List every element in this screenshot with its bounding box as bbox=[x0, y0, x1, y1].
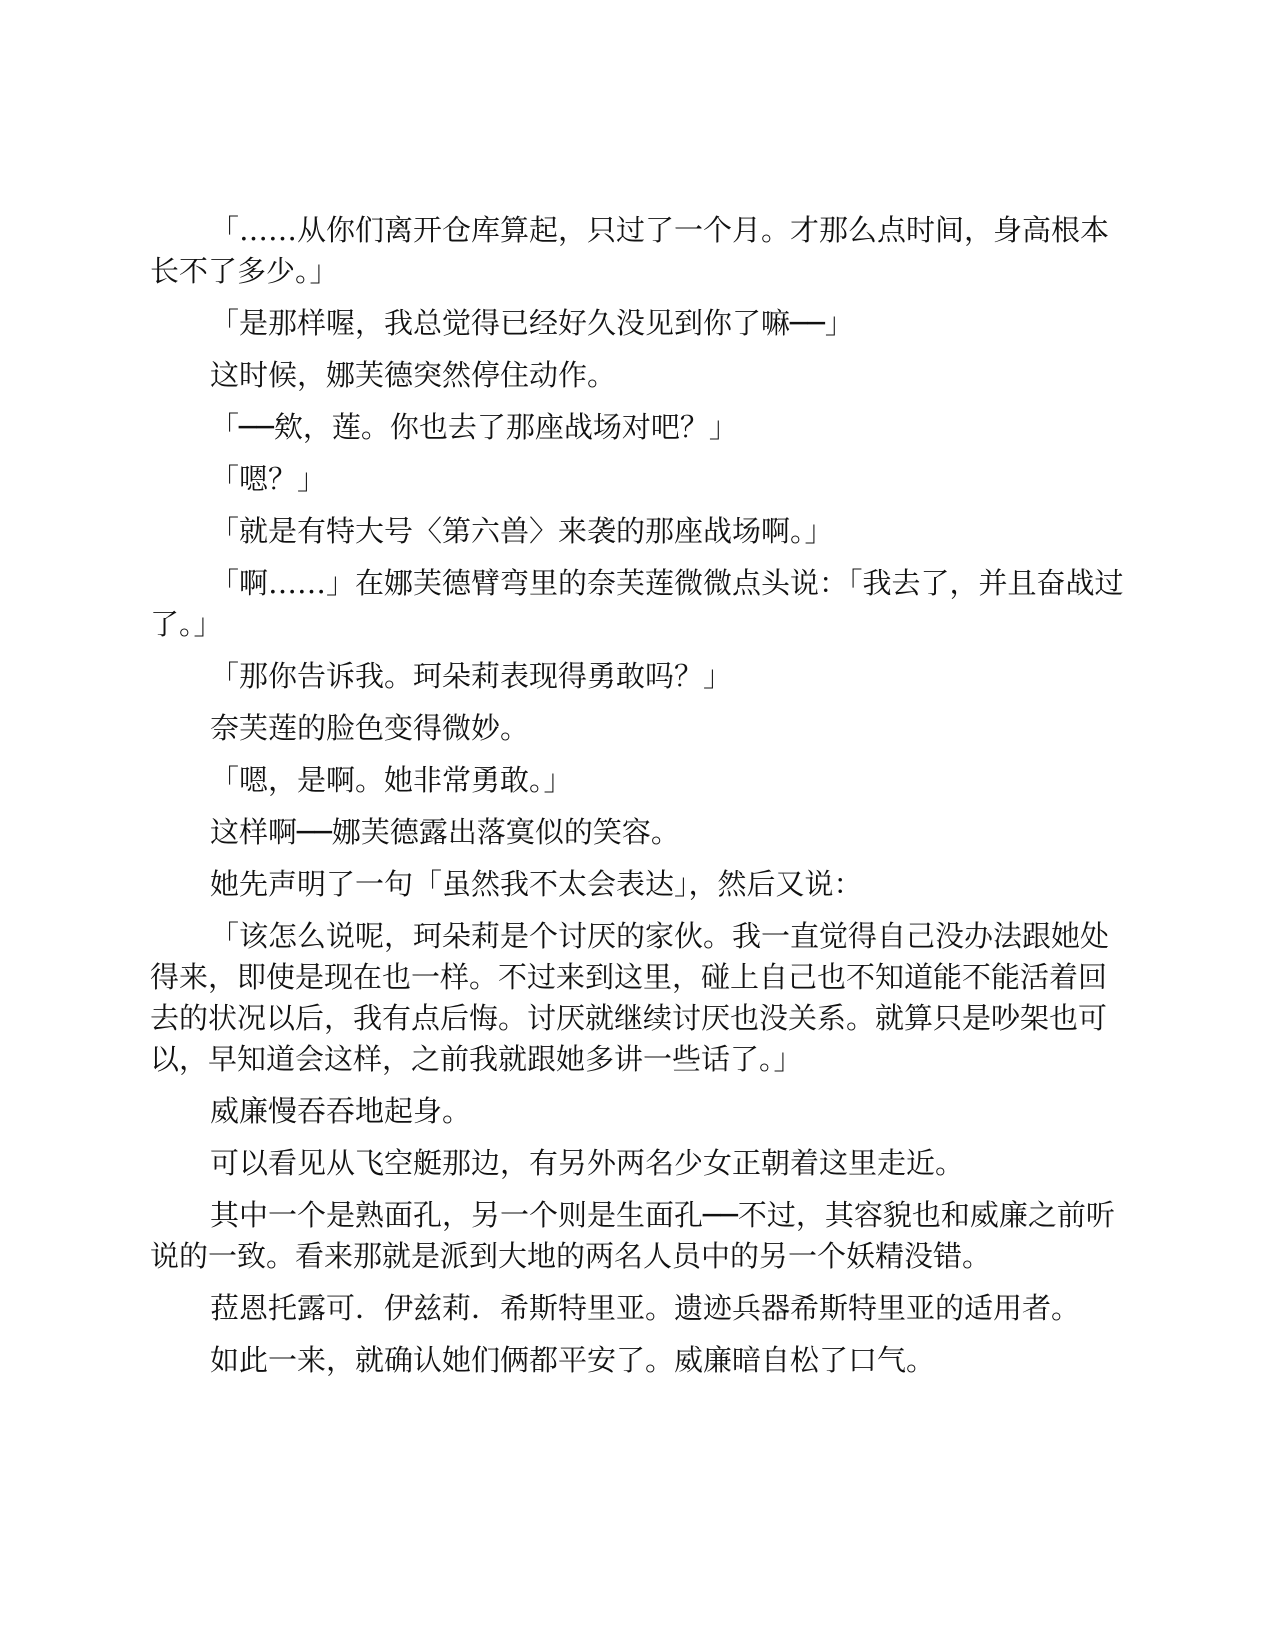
paragraph-11: 这样啊──娜芙德露出落寞似的笑容。 bbox=[210, 815, 680, 849]
paragraph-4: 「──欸，莲。你也去了那座战场对吧？」 bbox=[210, 410, 738, 444]
paragraph-13: 「该怎么说呢，珂朵莉是个讨厌的家伙。我一直觉得自己没办法跟她处得来，即使是现在也一样。不过来到这里，碰上自己也不知道能不能活着回去的状况以后，我有点后悔。讨厌就继续讨厌也没关系。就算只是吵架也可以，早知道会这样，之前我就跟她多讲一些话了。」 bbox=[150, 919, 1110, 1076]
paragraph-12: 她先声明了一句「虽然我不太会表达」，然后又说： bbox=[210, 867, 863, 901]
paragraph-1: 「……从你们离开仓库算起，只过了一个月。才那么点时间，身高根本长不了多少。」 bbox=[150, 213, 1110, 288]
paragraph-7: 「啊……」在娜芙德臂弯里的奈芙莲微微点头说：「我去了，并且奋战过了。」 bbox=[150, 566, 1124, 641]
paragraph-5: 「嗯？」 bbox=[210, 462, 327, 496]
paragraph-2: 「是那样喔，我总觉得已经好久没见到你了嘛──」 bbox=[210, 306, 854, 340]
paragraph-10: 「嗯，是啊。她非常勇敢。」 bbox=[210, 763, 573, 797]
paragraph-14: 威廉慢吞吞地起身。 bbox=[210, 1094, 472, 1128]
paragraph-16: 其中一个是熟面孔，另一个则是生面孔──不过，其容貌也和威廉之前听说的一致。看来那就是派到大地的两名人员中的另一个妖精没错。 bbox=[150, 1198, 1115, 1273]
paragraph-18: 如此一来，就确认她们俩都平安了。威廉暗自松了口气。 bbox=[210, 1343, 936, 1377]
paragraph-3: 这时候，娜芙德突然停住动作。 bbox=[210, 358, 617, 392]
paragraph-15: 可以看见从飞空艇那边，有另外两名少女正朝着这里走近。 bbox=[210, 1146, 965, 1180]
paragraph-9: 奈芙莲的脸色变得微妙。 bbox=[210, 711, 530, 745]
paragraph-17: 菈恩托露可．伊兹莉．希斯特里亚。遗迹兵器希斯特里亚的适用者。 bbox=[210, 1291, 1081, 1325]
paragraph-6: 「就是有特大号〈第六兽〉来袭的那座战场啊。」 bbox=[210, 514, 834, 548]
body-text bbox=[150, 210, 1125, 1392]
paragraph-8: 「那你告诉我。珂朵莉表现得勇敢吗？」 bbox=[210, 659, 733, 693]
